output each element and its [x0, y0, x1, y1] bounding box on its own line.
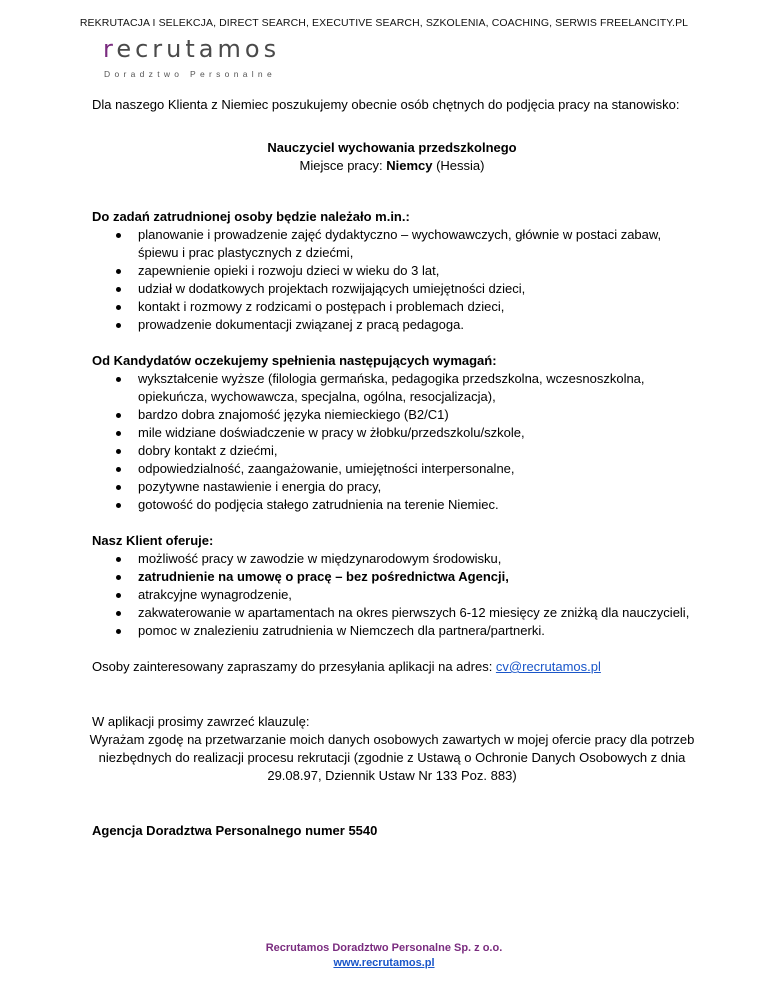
list-item: atrakcyjne wynagrodzenie,	[112, 586, 692, 604]
intro-paragraph: Dla naszego Klienta z Niemiec poszukujemy obecnie osób chętnych do podjęcia pracy na stanowisko:	[92, 97, 680, 112]
duties-list	[112, 226, 692, 334]
position-location	[92, 157, 692, 175]
agency-number: Agencja Doradztwa Personalnego numer 5540	[92, 823, 378, 838]
footer-website-link[interactable]: www.recrutamos.pl	[333, 957, 435, 969]
list-item: pomoc w znalezieniu zatrudnienia w Niemczech dla partnera/partnerki.	[112, 622, 692, 640]
list-item: pozytywne nastawienie i energia do pracy,	[112, 478, 692, 496]
list-item: odpowiedzialność, zaangażowanie, umiejętności interpersonalne,	[112, 460, 692, 478]
list-item: zatrudnienie na umowę o pracę – bez pośrednictwa Agencji,	[112, 568, 692, 586]
requirements-list	[112, 370, 692, 514]
position-block	[92, 139, 692, 175]
header-services: REKRUTACJA I SELEKCJA, DIRECT SEARCH, EXECUTIVE SEARCH, SZKOLENIA, COACHING, SERWIS FREELANCITY.PL	[79, 17, 689, 29]
list-item: prowadzenie dokumentacji związanej z pracą pedagoga.	[112, 316, 692, 334]
contact-paragraph	[92, 658, 692, 676]
clause-intro: W aplikacji prosimy zawrzeć klauzulę:	[92, 714, 310, 729]
consent-clause: Wyrażam zgodę na przetwarzanie moich danych osobowych zawartych w mojej ofercie pracy dla potrzeb niezbędnych do realizacji procesu rekrutacji (zgodnie z Ustawą o Ochronie Danych Osobowych z dnia 29.08.97, Dziennik Ustaw Nr 133 Poz. 883)	[89, 732, 695, 783]
location-region: (Hessia)	[432, 158, 485, 173]
list-item: zakwaterowanie w apartamentach na okres pierwszych 6-12 miesięcy ze zniżką dla nauczycieli,	[112, 604, 692, 622]
list-item: kontakt i rozmowy z rodzicami o postępach i problemach dzieci,	[112, 298, 692, 316]
position-title: Nauczyciel wychowania przedszkolnego	[267, 140, 517, 155]
location-country: Niemcy	[386, 158, 433, 173]
document-body	[89, 96, 695, 840]
offer-list	[112, 550, 692, 640]
duties-title: Do zadań zatrudnionej osoby będzie należało m.in.:	[92, 209, 410, 224]
logo-tagline: Doradztwo Personalne	[104, 69, 276, 79]
list-item: bardzo dobra znajomość języka niemieckiego (B2/C1)	[112, 406, 692, 424]
offer-title: Nasz Klient oferuje:	[92, 533, 214, 548]
logo-wordmark	[103, 36, 280, 62]
requirements-title: Od Kandydatów oczekujemy spełnienia następujących wymagań:	[92, 353, 497, 368]
list-item: zapewnienie opieki i rozwoju dzieci w wieku do 3 lat,	[112, 262, 692, 280]
location-label: Miejsce pracy:	[299, 158, 387, 173]
logo-first-letter: r	[103, 35, 117, 63]
footer-company: Recrutamos Doradztwo Personalne Sp. z o.o.	[265, 942, 503, 954]
list-item: możliwość pracy w zawodzie w międzynarodowym środowisku,	[112, 550, 692, 568]
list-item: planowanie i prowadzenie zajęć dydaktyczno – wychowawczych, głównie w postaci zabaw, śpiewu i prac plastycznych z dziećmi,	[112, 226, 692, 262]
list-item: udział w dodatkowych projektach rozwijających umiejętności dzieci,	[112, 280, 692, 298]
contact-text: Osoby zainteresowany zapraszamy do przesyłania aplikacji na adres:	[92, 659, 496, 674]
list-item: dobry kontakt z dziećmi,	[112, 442, 692, 460]
email-link[interactable]: cv@recrutamos.pl	[495, 659, 601, 674]
list-item: mile widziane doświadczenie w pracy w żłobku/przedszkolu/szkole,	[112, 424, 692, 442]
list-item: wykształcenie wyższe (filologia germańska, pedagogika przedszkolna, wczesnoszkolna, opiekuńcza, wychowawcza, specjalna, ogólna, resocjalizacja),	[112, 370, 692, 406]
footer	[0, 941, 768, 971]
list-item: gotowość do podjęcia stałego zatrudnienia na terenie Niemiec.	[112, 496, 692, 514]
company-logo	[103, 36, 280, 83]
logo-rest: ecrutamos	[116, 35, 281, 63]
